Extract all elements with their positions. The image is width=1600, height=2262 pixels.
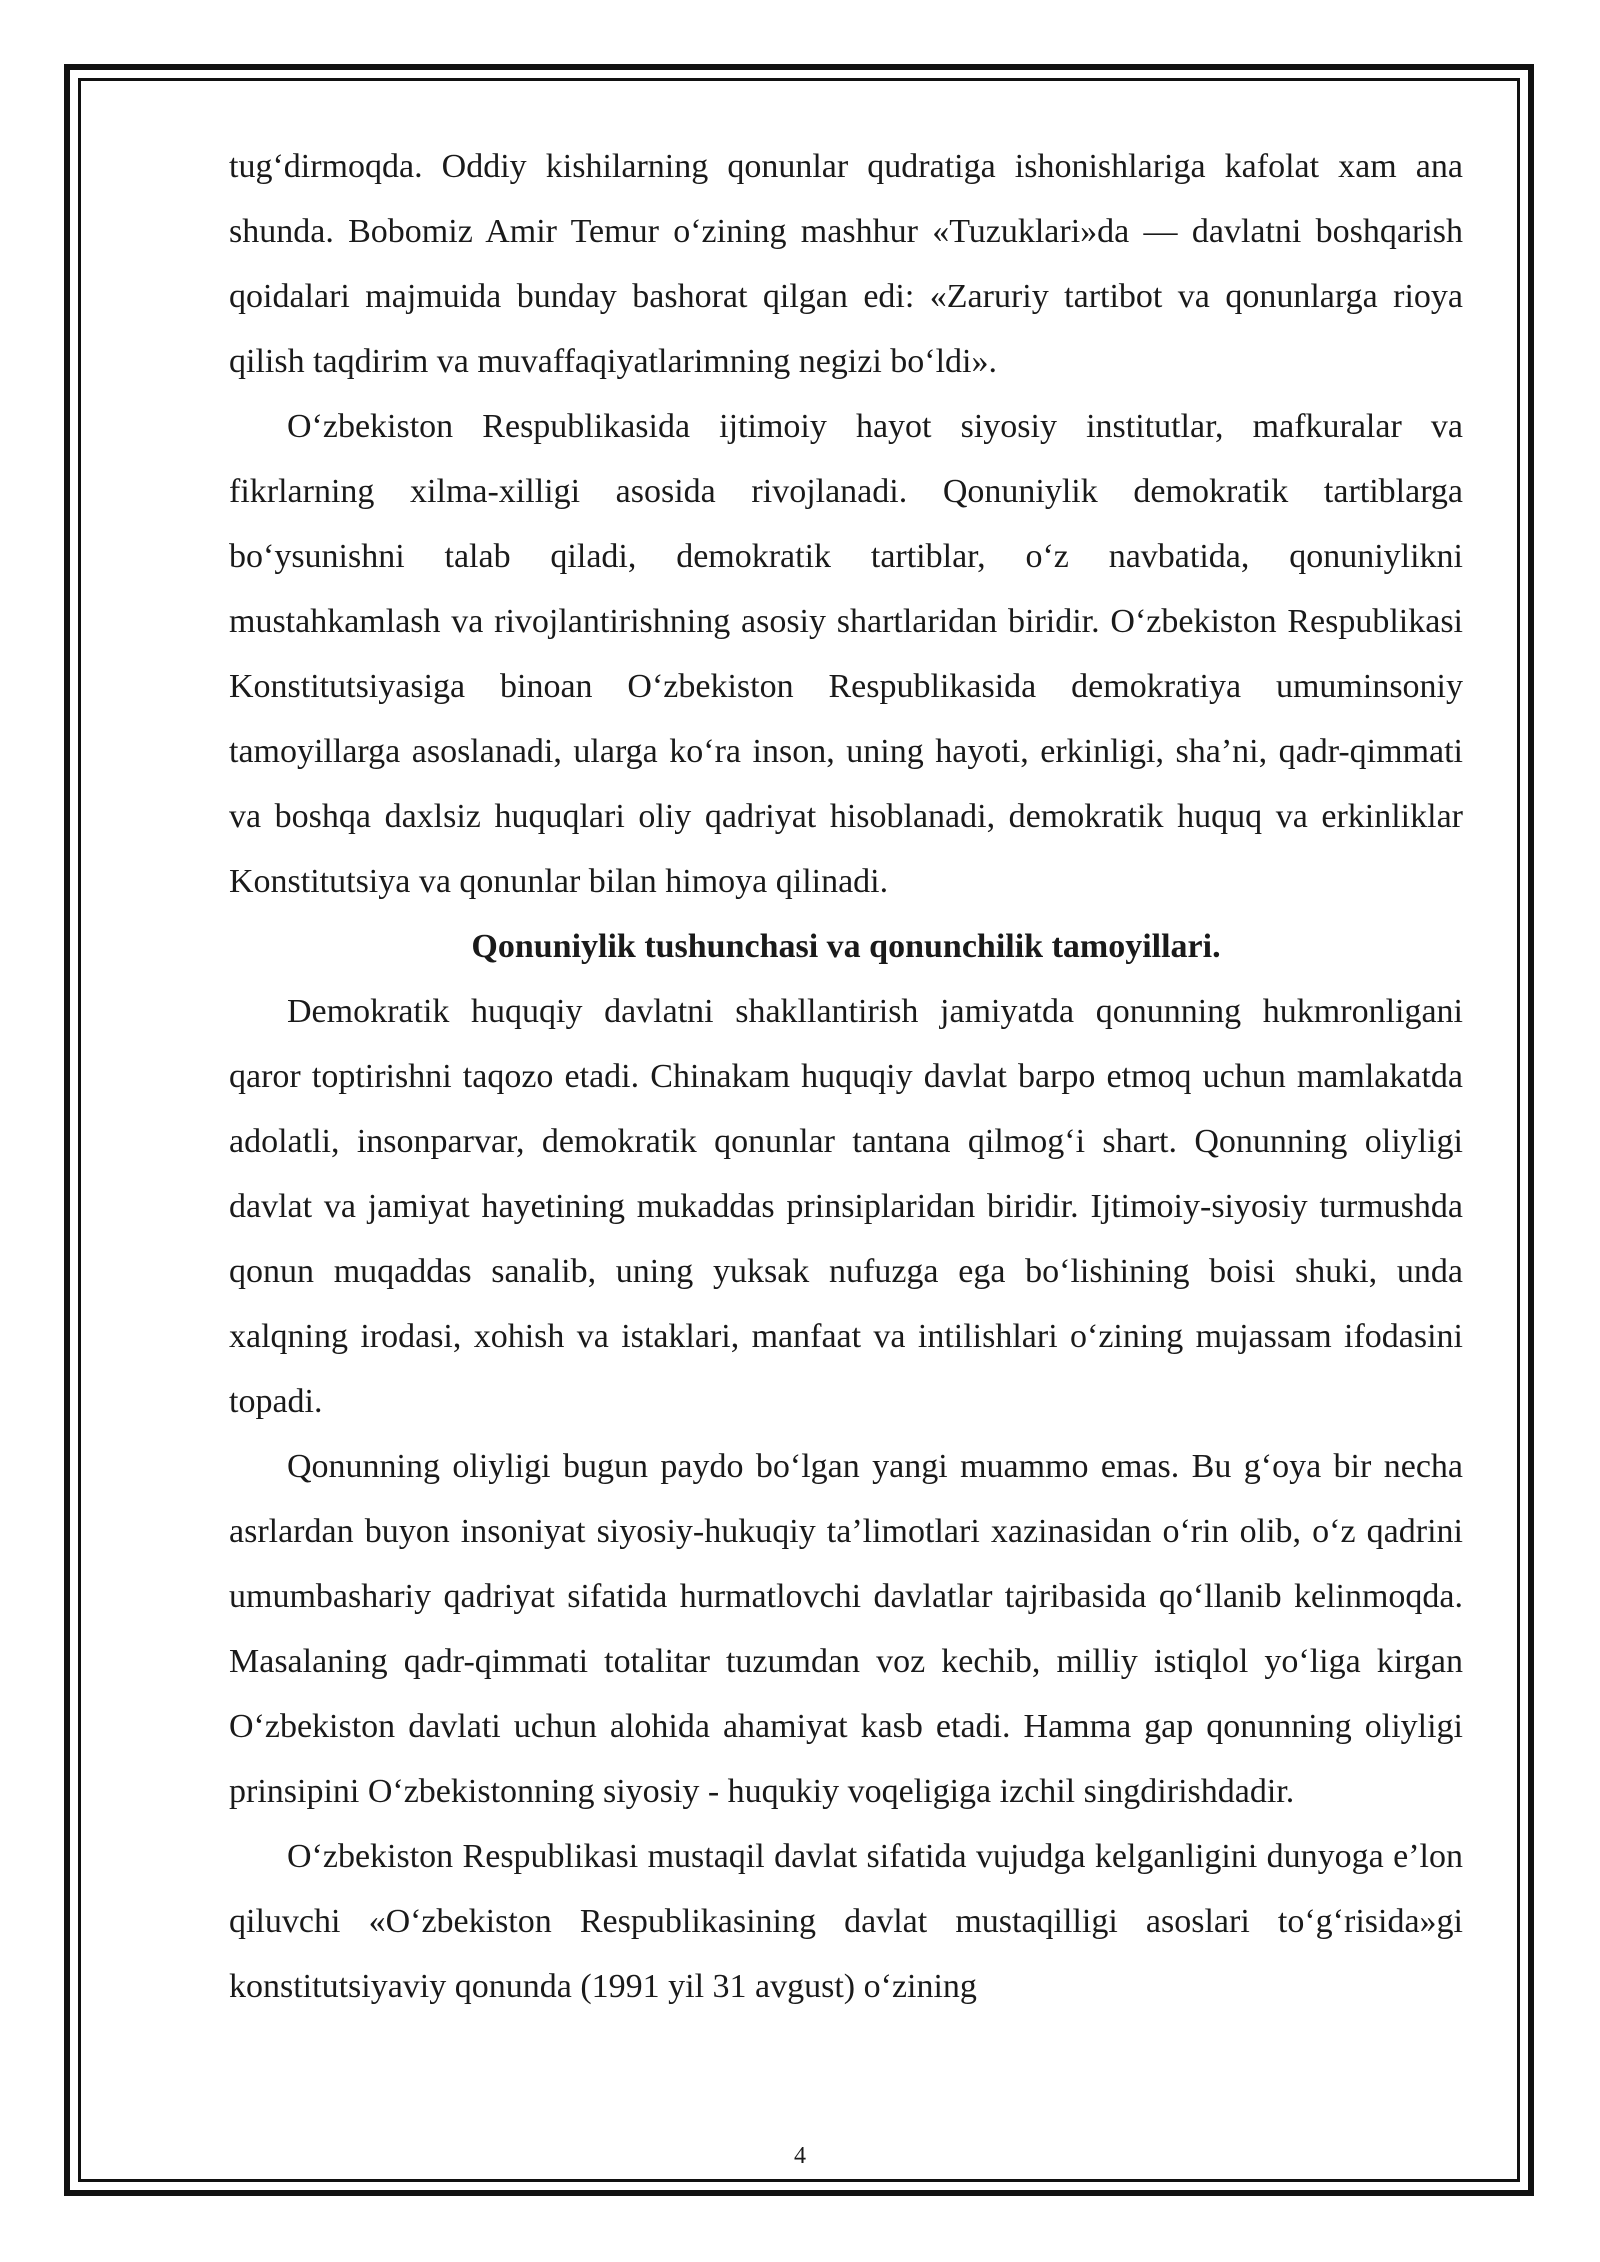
paragraph-supremacy-of-law: Qonunning oliyligi bugun paydo bo‘lgan yangi muammo emas. Bu g‘oya bir necha asrlardan buyon insoniyat siyosiy-hukuqiy ta’limotlari xazinasidan o‘rin olib, o‘z qadrini umumbashariy qadriyat sifatida hurmatlovchi davlatlar tajribasida qo‘llanib kelinmoqda. Masalaning qadr-qimmati totalitar tuzumdan voz kechib, milliy istiqlol yo‘liga kirgan O‘zbekiston davlati uchun alohida ahamiyat kasb etadi. Hamma gap qonunning oliyligi prinsipini O‘zbekistonning siyosiy - huqukiy voqeligiga izchil singdirishdadir. [229, 1448, 1463, 1810]
page-content [229, 134, 1463, 2019]
paragraph-independence: O‘zbekiston Respublikasi mustaqil davlat sifatida vujudga kelganligini dunyoga e’lon qiluvchi «O‘zbekiston Respublikasining davlat mustaqilligi asoslari to‘g‘risida»gi konstitutsiyaviy qonunda (1991 yil 31 avgust) o‘zining [229, 1838, 1463, 2005]
paragraph-rule-of-law: Demokratik huquqiy davlatni shakllantirish jamiyatda qonunning hukmronligani qaror toptirishni taqozo etadi. Chinakam huquqiy davlat barpo etmoq uchun mamlakatda adolatli, insonparvar, demokratik qonunlar tantana qilmog‘i shart. Qonunning oliyligi davlat va jamiyat hayetining mukaddas prinsiplaridan biridir. Ijtimoiy-siyosiy turmushda qonun muqaddas sanalib, uning yuksak nufuzga ega bo‘lishining boisi shuki, unda xalqning irodasi, xohish va istaklari, manfaat va intilishlari o‘zining mujassam ifodasini topadi. [229, 993, 1463, 1420]
paragraph-continuation: tug‘dirmoqda. Oddiy kishilarning qonunlar qudratiga ishonishlariga kafolat xam ana shunda. Bobomiz Amir Temur o‘zining mashhur «Tuzuklari»da — davlatni boshqarish qoidalari majmuida bunday bashorat qilgan edi: «Zaruriy tartibot va qonunlarga rioya qilish taqdirim va muvaffaqiyatlarimning negizi bo‘ldi». [229, 148, 1463, 380]
section-heading: Qonuniylik tushunchasi va qonunchilik tamoyillari. [471, 928, 1221, 965]
page-number: 4 [794, 2143, 806, 2169]
paragraph-democracy: O‘zbekiston Respublikasida ijtimoiy hayot siyosiy institutlar, mafkuralar va fikrlarning xilma-xilligi asosida rivojlanadi. Qonuniylik demokratik tartiblarga bo‘ysunishni talab qiladi, demokratik tartiblar, o‘z navbatida, qonuniylikni mustahkamlash va rivojlantirishning asosiy shartlaridan biridir. O‘zbekiston Respublikasi Konstitutsiyasiga binoan O‘zbekiston Respublikasida demokratiya umuminsoniy tamoyillarga asoslanadi, ularga ko‘ra inson, uning hayoti, erkinligi, sha’ni, qadr-qimmati va boshqa daxlsiz huquqlari oliy qadriyat hisoblanadi, demokratik huquq va erkinliklar Konstitutsiya va qonunlar bilan himoya qilinadi. [229, 408, 1463, 900]
